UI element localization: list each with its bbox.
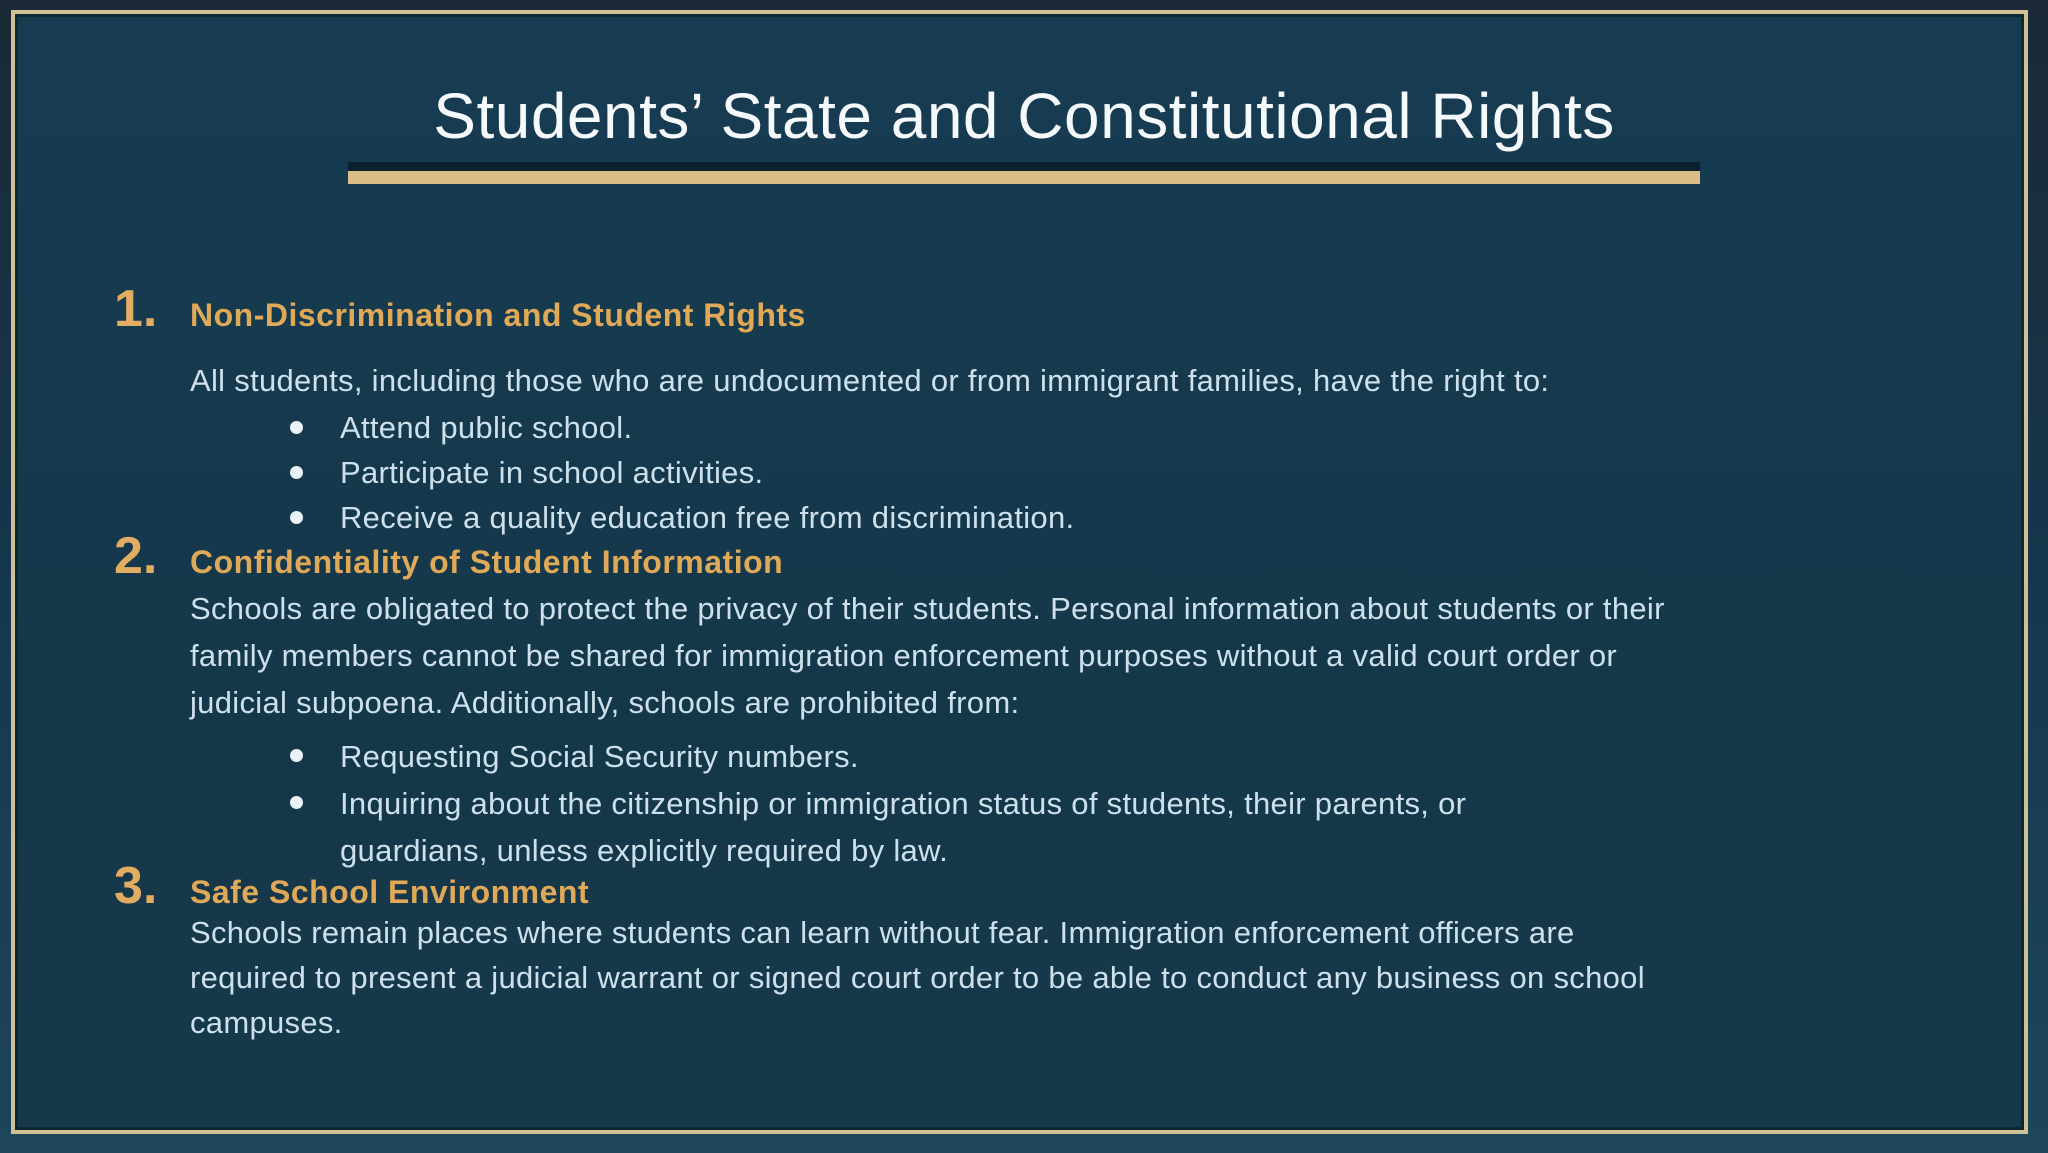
section-heading-row [103, 857, 1948, 915]
bullet-item [190, 733, 1948, 780]
title-underline [348, 162, 1700, 184]
slide-title: Students’ State and Constitutional Rights [433, 80, 1615, 152]
section-number: 1. [114, 280, 158, 338]
body-line: judicial subpoena. Additionally, schools are prohibited from: [190, 685, 1020, 720]
bullet-text: Participate in school activities. [340, 455, 764, 490]
section-heading: Confidentiality of Student Information [190, 544, 784, 580]
section-heading-row [103, 280, 1948, 338]
bullet-dot-icon [290, 466, 303, 479]
bullet-text: Receive a quality education free from discrimination. [340, 500, 1075, 535]
section-confidentiality [103, 527, 1948, 874]
bullet-item [190, 450, 1948, 495]
bullet-list [190, 733, 1948, 874]
body-line: family members cannot be shared for immigration enforcement purposes without a valid court order or [190, 638, 1618, 673]
bullet-text: Requesting Social Security numbers. [340, 739, 859, 774]
section-intro [190, 358, 1948, 403]
bullet-dot-icon [290, 796, 303, 809]
section-intro [190, 910, 1948, 1045]
bullet-dot-icon [290, 421, 303, 434]
bullet-list [190, 405, 1948, 540]
section-number: 2. [114, 527, 158, 585]
section-intro [190, 585, 1948, 726]
body-line: campuses. [190, 1005, 343, 1040]
bullet-dot-cell [290, 450, 340, 479]
bullet-text-line: guardians, unless explicitly required by law. [340, 833, 948, 868]
bullet-item [190, 780, 1948, 874]
body-line: required to present a judicial warrant or signed court order to be able to conduct any business on school [190, 960, 1645, 995]
bullet-dot-cell [290, 405, 340, 434]
section-non-discrimination [103, 280, 1948, 540]
section-heading: Non-Discrimination and Student Rights [190, 297, 806, 333]
section-number: 3. [114, 857, 158, 915]
bullet-dot-cell [290, 780, 340, 809]
body-line: Schools are obligated to protect the privacy of their students. Personal information about students or their [190, 591, 1665, 626]
bullet-dot-icon [290, 511, 303, 524]
bullet-text [340, 780, 1466, 874]
section-heading-row [103, 527, 1948, 585]
bullet-item [190, 405, 1948, 450]
title-underline-shadow [348, 162, 1700, 171]
title-underline-gold-bar [348, 171, 1700, 184]
bullet-dot-cell [290, 733, 340, 762]
section-safe-school [103, 857, 1948, 1045]
bullet-dot-icon [290, 749, 303, 762]
body-line: Schools remain places where students can learn without fear. Immigration enforcement officers are [190, 915, 1575, 950]
bullet-text-line: Inquiring about the citizenship or immigration status of students, their parents, or [340, 786, 1467, 821]
bullet-text: Attend public school. [340, 410, 633, 445]
section-heading: Safe School Environment [190, 874, 590, 910]
body-line: All students, including those who are undocumented or from immigrant families, have the right to: [190, 363, 1550, 398]
bullet-dot-cell [290, 495, 340, 524]
